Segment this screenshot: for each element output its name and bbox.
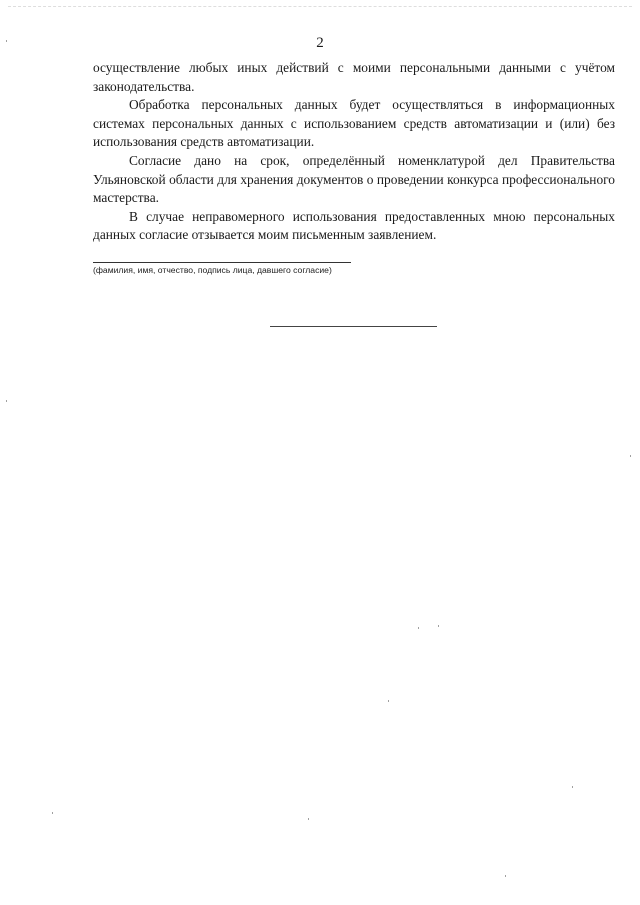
signature-line: [93, 262, 351, 263]
scan-artifact-top: [8, 6, 632, 8]
scan-speck: [418, 627, 419, 629]
scan-speck: [6, 40, 7, 42]
paragraph-processing: Обработка персональных данных будет осуществляться в информационных системах персональных данных с использованием средств автоматизации и (или) без использования средств автоматизации.: [93, 97, 615, 150]
paragraph-continuation: осуществление любых иных действий с моими персональными данными с учётом законодательства.: [93, 60, 615, 94]
page-number: 2: [316, 35, 324, 51]
scan-speck: [52, 812, 53, 814]
scan-speck: [572, 786, 573, 788]
document-body: [93, 59, 615, 245]
scan-speck: [6, 400, 7, 402]
document-end-line: [270, 326, 437, 327]
scan-speck: [505, 875, 506, 877]
paragraph-term: Согласие дано на срок, определённый номенклатурой дел Правительства Ульяновской области для хранения документов о проведении конкурса профессионального мастерства.: [93, 152, 615, 206]
scan-speck: [438, 625, 439, 627]
scan-speck: [388, 700, 389, 702]
scan-speck: [308, 818, 309, 820]
signature-block: [93, 262, 393, 275]
signature-caption: (фамилия, имя, отчество, подпись лица, давшего согласие): [93, 265, 332, 275]
scan-speck: [630, 455, 631, 457]
paragraph-revocation: В случае неправомерного использования предоставленных мною персональных данных согласие отзывается моим письменным заявлением.: [93, 208, 615, 243]
